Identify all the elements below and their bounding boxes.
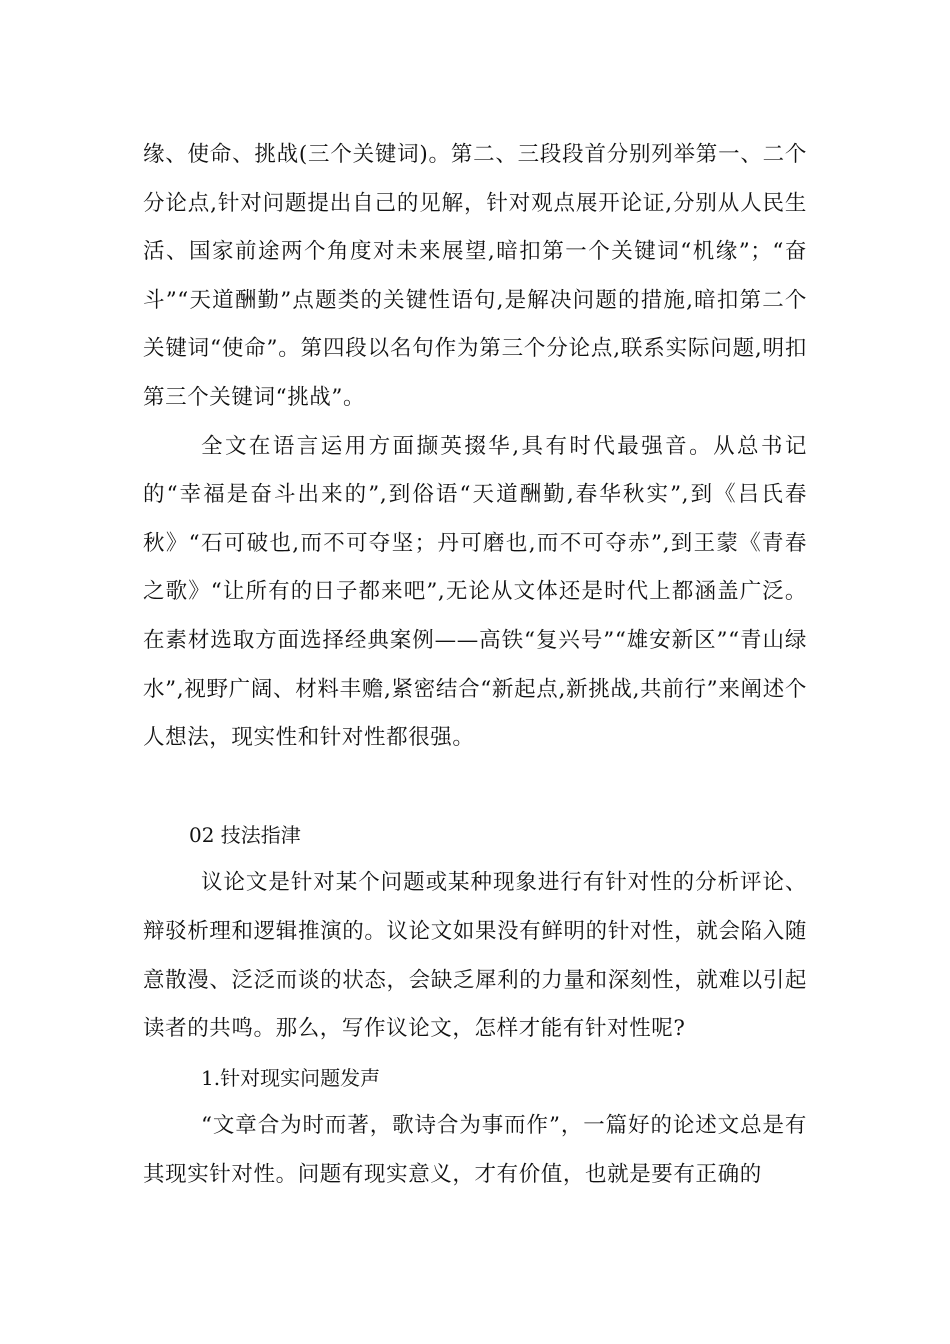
subsection-heading: 1.针对现实问题发声 [201, 1065, 381, 1090]
paragraph-technique-detail: “文章合为时而著，歌诗合为事而作”，一篇好的论述文总是有其现实针对性。问题有现实意义，才有价值，也就是要有正确的 [143, 1113, 807, 1187]
section-gap [143, 763, 807, 811]
paragraph-analysis-structure: 缘、使命、挑战(三个关键词)。第二、三段段首分别列举第一、二个分论点,针对问题提出自己的见解，针对观点展开论证,分别从人民生活、国家前途两个角度对未来展望,暗扣第一个关键词“机缘”；“奋斗”“天道酬勤”点题类的关键性语句,是解决问题的措施,暗扣第二个关键词“使命”。第四段以名句作为第三个分论点,联系实际问题,明扣第三个关键词“挑战”。 [143, 142, 807, 410]
paragraph-analysis-language: 全文在语言运用方面撷英掇华,具有时代最强音。从总书记的“幸福是奋斗出来的”,到俗语“天道酬勤,春华秋实”,到《吕氏春秋》“石可破也,而不可夺坚；丹可磨也,而不可夺赤”,到王蒙《青春之歌》“让所有的日子都来吧”,无论从文体还是时代上都涵盖广泛。在素材选取方面选择经典案例——高铁“复兴号”“雄安新区”“青山绿水”,视野广阔、材料丰赡,紧密结合“新起点,新挑战,共前行”来阐述个人想法，现实性和针对性都很强。 [143, 433, 807, 751]
section-heading: 02 技法指津 [189, 822, 301, 847]
document-body [143, 131, 807, 1199]
paragraph-technique-intro: 议论文是针对某个问题或某种现象进行有针对性的分析评论、辩驳析理和逻辑推演的。议论文如果没有鲜明的针对性，就会陷入随意散漫、泛泛而谈的状态，会缺乏犀利的力量和深刻性，就难以引起读者的共鸣。那么，写作议论文，怎样才能有针对性呢? [143, 870, 807, 1042]
